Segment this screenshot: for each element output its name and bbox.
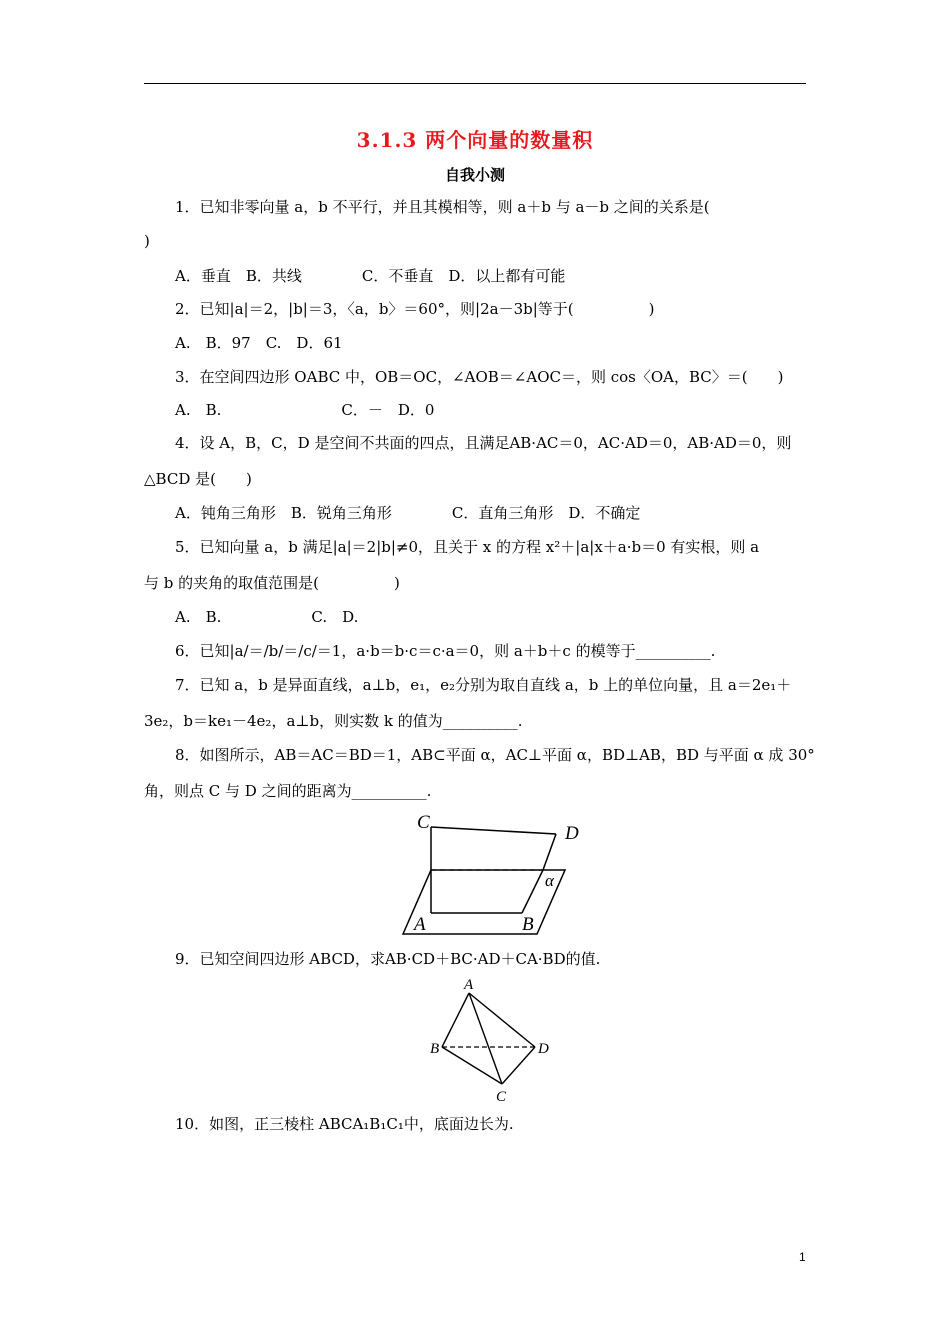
segment-cd (431, 827, 556, 834)
segment-bd-upper (543, 834, 556, 870)
q4-options: A．钝角三角形 B．锐角三角形 C．直角三角形 D．不确定 (175, 504, 641, 522)
label-a: A (464, 977, 474, 993)
page-number: 1 (799, 1250, 806, 1264)
label-b: B (430, 1041, 440, 1057)
q5-stem-line2: 与 b 的夹角的取值范围是( ) (144, 574, 400, 592)
q1-stem-line1: 1．已知非零向量 a，b 不平行，并且其模相等，则 a＋b 与 a－b 之间的关系是( (175, 198, 710, 216)
q2-stem: 2．已知|a|＝2，|b|＝3，〈a，b〉＝60°，则|2a－3b|等于( ) (175, 300, 655, 318)
q8-stem-line1: 8．如图所示，AB＝AC＝BD＝1，AB⊂平面 α，AC⊥平面 α，BD⊥AB，BD 与平面 α 成 30° (175, 746, 815, 764)
q9-stem: 9．已知空间四边形 ABCD，求AB·CD＋BC·AD＋CA·BD的值. (175, 950, 601, 968)
label-a: A (414, 914, 426, 935)
q2-options: A. B．97 C. D．61 (175, 334, 343, 352)
q3-stem: 3．在空间四边形 OABC 中，OB＝OC，∠AOB＝∠AOC＝，则 cos〈OA，BC〉＝( ) (175, 368, 784, 386)
plane-alpha (403, 870, 565, 934)
q6-stem: 6．已知|a/＝/b/＝/c/＝1，a·b＝b·c＝c·a＝0，则 a＋b＋c 的模等于__________. (175, 642, 716, 660)
q3-options: A. B. C．－ D．0 (175, 401, 435, 419)
q5-stem-line1: 5．已知向量 a，b 满足|a|＝2|b|≠0，且关于 x 的方程 x²＋|a|x＋a·b＝0 有实根，则 a (175, 538, 760, 556)
label-c: C (496, 1089, 507, 1103)
page-title: 3.1.3 两个向量的数量积 (356, 128, 594, 152)
figure-9-tetrahedron (425, 973, 557, 1103)
edge-ab (442, 993, 469, 1047)
label-b: B (522, 914, 534, 935)
label-d: D (565, 823, 579, 844)
label-d: D (538, 1041, 549, 1057)
q1-stem-line2: ) (144, 232, 150, 250)
q4-stem-line2: △BCD 是( ) (144, 470, 252, 488)
segment-bd-lower (522, 870, 543, 913)
q8-stem-line2: 角，则点 C 与 D 之间的距离为__________. (144, 782, 432, 800)
q4-stem-line1: 4．设 A，B，C，D 是空间不共面的四点，且满足AB·AC＝0，AC·AD＝0，AB·AD＝0，则 (175, 434, 792, 452)
q10-stem: 10．如图，正三棱柱 ABCA₁B₁C₁中，底面边长为. (175, 1115, 514, 1133)
q7-stem-line2: 3e₂，b＝ke₁－4e₂，a⊥b，则实数 k 的值为__________. (144, 712, 523, 730)
label-c: C (417, 812, 430, 833)
section-subtitle: 自我小测 (444, 166, 505, 184)
label-alpha: α (545, 871, 554, 890)
q1-options: A．垂直 B．共线 C．不垂直 D．以上都有可能 (175, 267, 566, 285)
q7-stem-line1: 7．已知 a，b 是异面直线，a⊥b，e₁，e₂分别为取自直线 a，b 上的单位向量，且 a＝2e₁＋ (175, 676, 792, 694)
header-rule (144, 83, 806, 84)
q5-options: A. B. C. D. (175, 608, 359, 626)
edge-dc (502, 1047, 535, 1084)
edge-bc (442, 1047, 502, 1084)
figure-8-plane-diagram (395, 806, 580, 938)
